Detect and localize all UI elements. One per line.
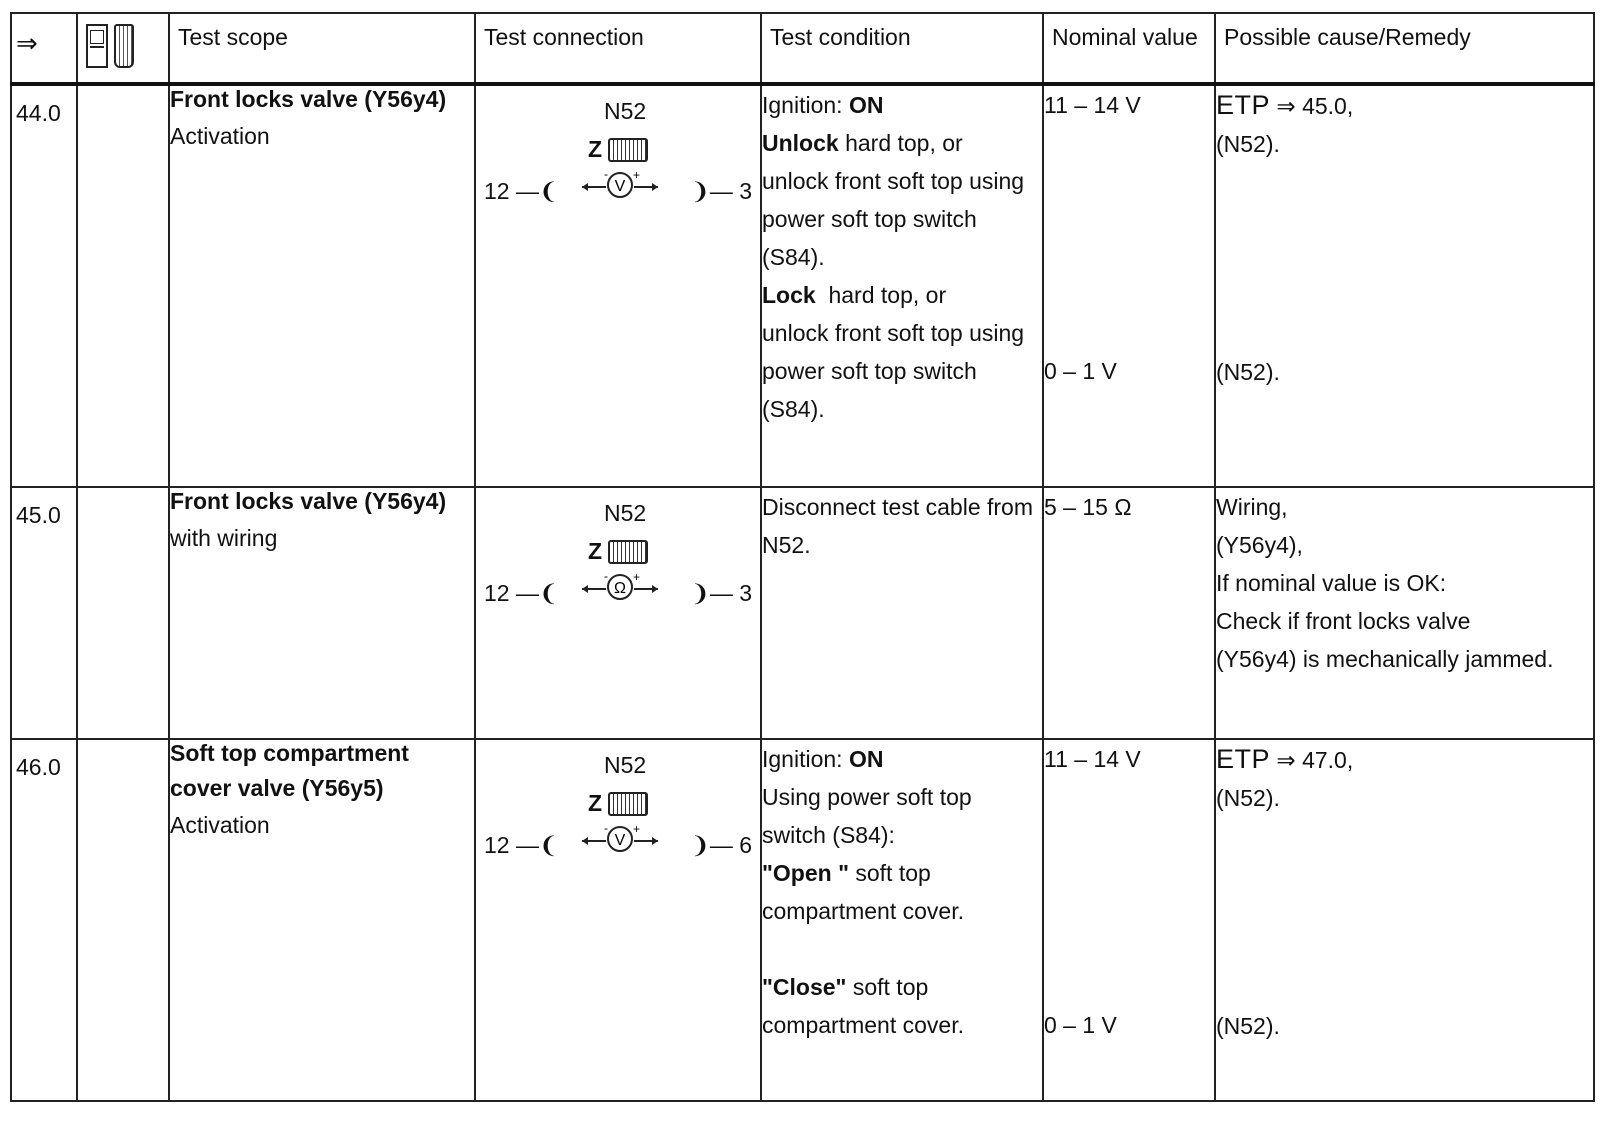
hand-tester-icon [114, 24, 134, 68]
condition-line: "Open " soft top [762, 860, 931, 886]
condition-line: (S84). [762, 244, 825, 270]
pin-right: ❩— 3 [690, 178, 752, 204]
pin-left: 12 —❨ [484, 178, 559, 204]
nominal-cell [1043, 84, 1215, 487]
arrow-icon: ⇒ [1276, 93, 1296, 119]
condition-line: Unlock hard top, or [762, 130, 963, 156]
header-nominal-value: Nominal value [1043, 13, 1215, 84]
nominal-value: 0 – 1 V [1044, 1012, 1117, 1038]
cause-line: (Y56y4), [1216, 532, 1303, 558]
cause-line: (N52). [1216, 1013, 1280, 1039]
table-row [11, 739, 1594, 1101]
nominal-cell [1043, 739, 1215, 1101]
condition-line: switch (S84): [762, 822, 895, 848]
pin-right: ❩— 3 [690, 580, 752, 606]
step-number: 46.0 [16, 754, 61, 780]
condition-line: Ignition: ON [762, 92, 884, 118]
condition-line: unlock front soft top using [762, 320, 1025, 346]
header-test-scope: Test scope [169, 13, 475, 84]
module-label: N52 [604, 98, 647, 124]
nominal-value: 0 – 1 V [1044, 358, 1117, 384]
svg-text:-: - [604, 572, 608, 583]
scope-title: cover valve (Y56y5) [170, 775, 384, 801]
test-table [10, 12, 1595, 1102]
pin-left: 12 —❨ [484, 580, 559, 606]
pin-left: 12 —❨ [484, 832, 559, 858]
header-possible-cause: Possible cause/Remedy [1215, 13, 1594, 84]
connection-diagram [476, 740, 760, 860]
nominal-cell [1043, 487, 1215, 739]
svg-text:+: + [633, 572, 641, 584]
meter-icon [580, 170, 660, 200]
svg-text:-: - [604, 824, 608, 835]
connection-diagram [476, 86, 760, 206]
control-unit-icon [86, 24, 108, 68]
scope-title: Front locks valve (Y56y4) [170, 488, 447, 514]
module-label: N52 [604, 752, 647, 778]
meter-icon [580, 824, 660, 854]
header-arrow-cell [11, 13, 77, 84]
connection-cell [475, 84, 761, 487]
condition-line: "Close" soft top [762, 974, 929, 1000]
condition-line: unlock front soft top using [762, 168, 1025, 194]
svg-text:-: - [604, 170, 608, 181]
z-label: Z [588, 136, 603, 162]
condition-line: N52. [762, 532, 811, 558]
cause-line: ETP ⇒ 47.0, [1216, 744, 1354, 774]
icons-cell [77, 84, 169, 487]
step-cell [11, 739, 77, 1101]
icons-cell [77, 487, 169, 739]
pin-right: ❩— 6 [690, 832, 752, 858]
cause-line: Wiring, [1216, 494, 1288, 520]
scope-cell [169, 487, 475, 739]
nominal-value: 11 – 14 V [1044, 92, 1141, 118]
cause-cell [1215, 739, 1594, 1101]
condition-line: compartment cover. [762, 898, 964, 924]
header-row [11, 13, 1594, 84]
header-test-connection: Test connection [475, 13, 761, 84]
scope-title: Front locks valve (Y56y4) [170, 86, 447, 112]
condition-line: power soft top switch [762, 206, 977, 232]
condition-line: compartment cover. [762, 1012, 964, 1038]
icons-cell [77, 739, 169, 1101]
cause-line: (Y56y4) is mechanically jammed. [1216, 646, 1554, 672]
scope-subtitle: Activation [170, 812, 270, 838]
header-test-condition: Test condition [761, 13, 1043, 84]
cause-line: ETP ⇒ 45.0, [1216, 90, 1354, 120]
condition-line: Using power soft top [762, 784, 972, 810]
condition-line: Disconnect test cable from [762, 494, 1034, 520]
condition-cell [761, 487, 1043, 739]
z-label: Z [588, 538, 603, 564]
connector-icon [608, 138, 648, 162]
cause-cell [1215, 84, 1594, 487]
meter-symbol: V [614, 178, 626, 195]
nominal-value: 5 – 15 Ω [1044, 494, 1132, 520]
meter-symbol: V [614, 832, 626, 849]
cause-line: If nominal value is OK: [1216, 570, 1447, 596]
condition-cell [761, 84, 1043, 487]
scope-subtitle: with wiring [170, 525, 278, 551]
connector-icon [608, 540, 648, 564]
table-row [11, 487, 1594, 739]
arrow-icon: ⇒ [1276, 747, 1296, 773]
scope-cell [169, 739, 475, 1101]
z-label: Z [588, 790, 603, 816]
condition-line: (S84). [762, 396, 825, 422]
svg-text:+: + [633, 170, 641, 182]
step-number: 45.0 [16, 502, 61, 528]
condition-line: power soft top switch [762, 358, 977, 384]
arrow-icon: ⇒ [16, 28, 38, 58]
cause-line: (N52). [1216, 785, 1280, 811]
condition-line: Ignition: ON [762, 746, 884, 772]
step-cell [11, 84, 77, 487]
table-row [11, 84, 1594, 487]
condition-cell [761, 739, 1043, 1101]
connection-cell [475, 739, 761, 1101]
meter-icon [580, 572, 660, 602]
header-icons-cell [77, 13, 169, 84]
connection-diagram [476, 488, 760, 608]
cause-cell [1215, 487, 1594, 739]
connector-icon [608, 792, 648, 816]
connection-cell [475, 487, 761, 739]
cause-line: Check if front locks valve [1216, 608, 1471, 634]
scope-cell [169, 84, 475, 487]
scope-title: Soft top compartment [170, 740, 409, 766]
svg-text:+: + [633, 824, 641, 836]
step-cell [11, 487, 77, 739]
cause-line: (N52). [1216, 131, 1280, 157]
step-number: 44.0 [16, 100, 61, 126]
nominal-value: 11 – 14 V [1044, 746, 1141, 772]
cause-line: (N52). [1216, 359, 1280, 385]
condition-line: Lock hard top, or [762, 282, 947, 308]
scope-subtitle: Activation [170, 123, 270, 149]
meter-symbol: Ω [614, 580, 626, 597]
module-label: N52 [604, 500, 647, 526]
